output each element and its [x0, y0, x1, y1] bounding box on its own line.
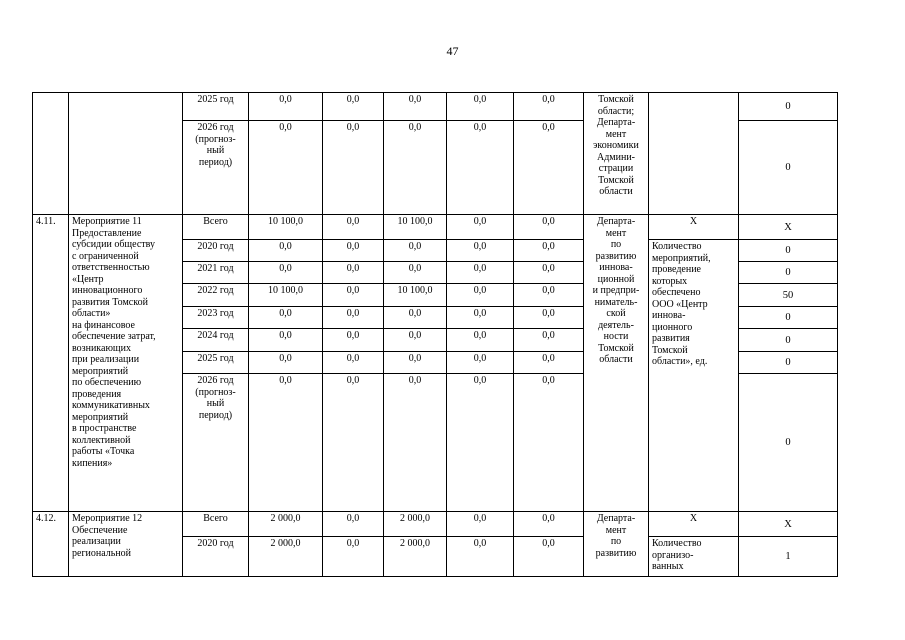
amount-cell: 0,0	[249, 307, 323, 329]
item-name-cell: Мероприятие 11 Предоставление субсидии обществу с ограниченной ответственностью «Центр инновационного развития Томской области» на финансовое обеспечение затрат, возникающих при реализации мероприятий по обеспечению проведения коммуникативных мероприятий в пространстве коллективной работы «Точка кипения»	[69, 215, 183, 512]
table-row	[33, 512, 838, 537]
year-cell: 2024 год	[183, 329, 249, 352]
amount-cell: 0,0	[447, 215, 514, 240]
amount-cell: 2 000,0	[249, 512, 323, 537]
amount-cell: 0,0	[514, 329, 584, 352]
amount-cell: 0,0	[323, 307, 384, 329]
indicator-value-cell: 1	[739, 537, 838, 577]
indicator-value-cell: 0	[739, 240, 838, 262]
year-cell: 2020 год	[183, 240, 249, 262]
amount-cell: 0,0	[323, 121, 384, 215]
year-cell: 2025 год	[183, 352, 249, 374]
amount-cell: 2 000,0	[249, 537, 323, 577]
amount-cell: 0,0	[447, 329, 514, 352]
indicator-value-cell: Х	[739, 215, 838, 240]
amount-cell: 0,0	[447, 537, 514, 577]
amount-cell: 0,0	[249, 121, 323, 215]
amount-cell: 0,0	[323, 512, 384, 537]
page-number: 47	[446, 44, 459, 58]
amount-cell: 2 000,0	[384, 512, 447, 537]
indicator-value-cell: 0	[739, 329, 838, 352]
amount-cell: 0,0	[447, 121, 514, 215]
amount-cell: 0,0	[514, 121, 584, 215]
amount-cell: 0,0	[384, 93, 447, 121]
item-number-cell	[33, 93, 69, 215]
amount-cell: 0,0	[249, 262, 323, 284]
amount-cell: 0,0	[447, 512, 514, 537]
amount-cell: 0,0	[514, 93, 584, 121]
program-table	[32, 92, 838, 577]
year-cell: 2023 год	[183, 307, 249, 329]
item-number-cell: 4.11.	[33, 215, 69, 512]
amount-cell: 0,0	[514, 284, 584, 307]
amount-cell: 0,0	[384, 262, 447, 284]
amount-cell: 10 100,0	[384, 215, 447, 240]
indicator-value-cell: 0	[739, 307, 838, 329]
amount-cell: 0,0	[323, 374, 384, 512]
indicator-value-cell: Х	[739, 512, 838, 537]
amount-cell: 0,0	[249, 93, 323, 121]
amount-cell: 0,0	[514, 352, 584, 374]
amount-cell: 0,0	[514, 240, 584, 262]
amount-cell: 0,0	[323, 329, 384, 352]
indicator-cell: Х	[649, 512, 739, 537]
amount-cell: 0,0	[514, 262, 584, 284]
table-row	[33, 93, 838, 121]
amount-cell: 10 100,0	[249, 284, 323, 307]
amount-cell: 0,0	[447, 352, 514, 374]
amount-cell: 0,0	[323, 352, 384, 374]
year-cell: 2020 год	[183, 537, 249, 577]
amount-cell: 10 100,0	[384, 284, 447, 307]
amount-cell: 0,0	[384, 352, 447, 374]
amount-cell: 0,0	[514, 537, 584, 577]
amount-cell: 0,0	[384, 121, 447, 215]
item-number-cell: 4.12.	[33, 512, 69, 577]
amount-cell: 0,0	[249, 374, 323, 512]
indicator-value-cell: 0	[739, 262, 838, 284]
year-cell: 2022 год	[183, 284, 249, 307]
table-row	[33, 215, 838, 240]
amount-cell: 0,0	[384, 240, 447, 262]
amount-cell: 0,0	[323, 537, 384, 577]
amount-cell: 0,0	[447, 262, 514, 284]
amount-cell: 0,0	[447, 93, 514, 121]
indicator-cell: Количество мероприятий, проведение которых обеспечено ООО «Центр иннова- ционного развития Томской области», ед.	[649, 240, 739, 512]
amount-cell: 0,0	[249, 329, 323, 352]
executor-cell: Томской области; Департа- мент экономики Админи- страции Томской области	[584, 93, 649, 215]
amount-cell: 0,0	[323, 240, 384, 262]
amount-cell: 10 100,0	[249, 215, 323, 240]
year-cell: Всего	[183, 215, 249, 240]
executor-cell: Департа- мент по развитию иннова- ционной и предпри- ниматель- ской деятель- ности Томской области	[584, 215, 649, 512]
year-cell: 2026 год (прогноз- ный период)	[183, 121, 249, 215]
amount-cell: 0,0	[323, 262, 384, 284]
amount-cell: 0,0	[323, 284, 384, 307]
item-name-cell	[69, 93, 183, 215]
amount-cell: 0,0	[323, 215, 384, 240]
year-cell: 2025 год	[183, 93, 249, 121]
amount-cell: 0,0	[514, 215, 584, 240]
indicator-value-cell: 0	[739, 352, 838, 374]
indicator-cell: Х	[649, 215, 739, 240]
item-name-cell: Мероприятие 12 Обеспечение реализации региональной	[69, 512, 183, 577]
indicator-value-cell: 0	[739, 374, 838, 512]
amount-cell: 0,0	[447, 307, 514, 329]
amount-cell: 0,0	[384, 307, 447, 329]
amount-cell: 0,0	[447, 284, 514, 307]
indicator-cell: Количество организо- ванных	[649, 537, 739, 577]
indicator-value-cell: 0	[739, 93, 838, 121]
amount-cell: 0,0	[249, 352, 323, 374]
indicator-value-cell: 0	[739, 121, 838, 215]
year-cell: 2026 год (прогноз- ный период)	[183, 374, 249, 512]
amount-cell: 0,0	[514, 307, 584, 329]
year-cell: Всего	[183, 512, 249, 537]
year-cell: 2021 год	[183, 262, 249, 284]
amount-cell: 2 000,0	[384, 537, 447, 577]
amount-cell: 0,0	[384, 329, 447, 352]
amount-cell: 0,0	[323, 93, 384, 121]
indicator-value-cell: 50	[739, 284, 838, 307]
executor-cell: Департа- мент по развитию	[584, 512, 649, 577]
amount-cell: 0,0	[249, 240, 323, 262]
amount-cell: 0,0	[384, 374, 447, 512]
indicator-cell	[649, 93, 739, 215]
amount-cell: 0,0	[447, 374, 514, 512]
amount-cell: 0,0	[514, 374, 584, 512]
amount-cell: 0,0	[447, 240, 514, 262]
amount-cell: 0,0	[514, 512, 584, 537]
